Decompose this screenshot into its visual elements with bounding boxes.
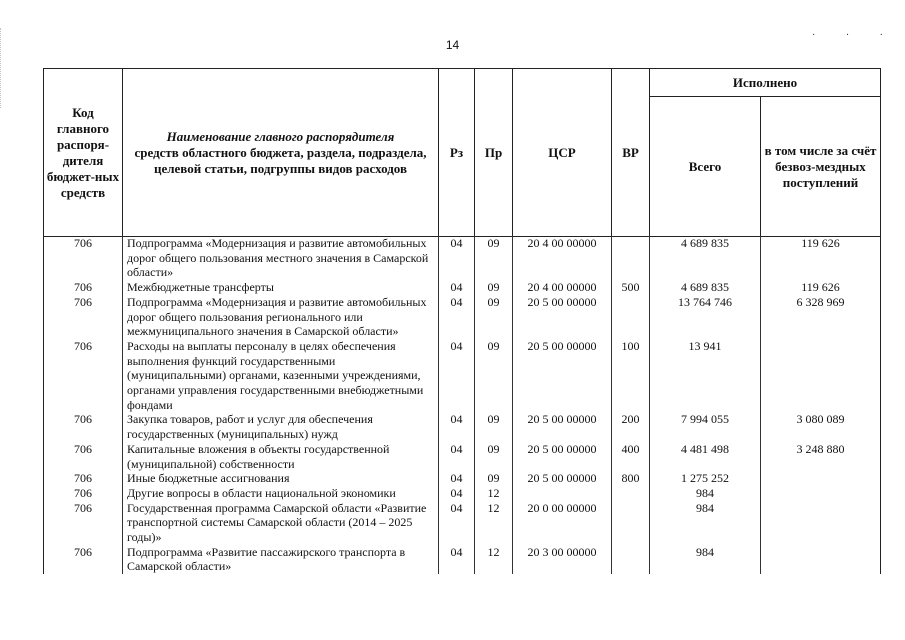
table-row (44, 236, 881, 280)
corner-marks: · · · (812, 30, 897, 41)
cell-vr (612, 236, 650, 280)
cell-name: Подпрограмма «Модернизация и развитие автомобильных дорог общего пользования регионального или межмуниципального значения в Самарской области» (123, 295, 439, 339)
cell-code: 706 (44, 471, 123, 486)
cell-total: 7 994 055 (650, 412, 761, 441)
cell-pr: 12 (475, 545, 513, 574)
cell-csr: 20 4 00 00000 (513, 236, 612, 280)
cell-vr (612, 295, 650, 339)
cell-pr: 09 (475, 339, 513, 413)
cell-pr: 09 (475, 280, 513, 295)
table-row (44, 339, 881, 413)
cell-csr: 20 5 00 00000 (513, 412, 612, 441)
cell-rz: 04 (439, 236, 475, 280)
cell-name: Другие вопросы в области национальной экономики (123, 486, 439, 501)
page-number: 14 (445, 38, 460, 52)
cell-total: 13 941 (650, 339, 761, 413)
header-total: Всего (650, 97, 761, 237)
cell-total: 13 764 746 (650, 295, 761, 339)
cell-vr: 400 (612, 442, 650, 471)
cell-incl: 3 248 880 (761, 442, 881, 471)
cell-total: 984 (650, 545, 761, 574)
table-row (44, 442, 881, 471)
cell-incl (761, 339, 881, 413)
cell-name: Закупка товаров, работ и услуг для обеспечения государственных (муниципальных) нужд (123, 412, 439, 441)
header-csr: ЦСР (513, 69, 612, 237)
cell-pr: 12 (475, 486, 513, 501)
cell-vr: 500 (612, 280, 650, 295)
cell-incl (761, 471, 881, 486)
cell-incl (761, 545, 881, 574)
cell-total: 4 689 835 (650, 236, 761, 280)
cell-pr: 09 (475, 295, 513, 339)
header-incl: в том числе за счёт безвоз-мездных поступлений (761, 97, 881, 237)
table-row (44, 486, 881, 501)
header-executed: Исполнено (650, 69, 881, 97)
cell-name: Капитальные вложения в объекты государственной (муниципальной) собственности (123, 442, 439, 471)
cell-csr: 20 5 00 00000 (513, 339, 612, 413)
cell-pr: 12 (475, 501, 513, 545)
header-name (123, 69, 439, 237)
cell-code: 706 (44, 545, 123, 574)
cell-csr: 20 5 00 00000 (513, 442, 612, 471)
cell-rz: 04 (439, 295, 475, 339)
table-row (44, 295, 881, 339)
cell-csr: 20 4 00 00000 (513, 280, 612, 295)
cell-pr: 09 (475, 471, 513, 486)
cell-csr: 20 5 00 00000 (513, 471, 612, 486)
cell-rz: 04 (439, 486, 475, 501)
header-name-italic: Наименование главного распорядителя (166, 128, 395, 144)
cell-total: 4 481 498 (650, 442, 761, 471)
cell-rz: 04 (439, 280, 475, 295)
cell-incl (761, 501, 881, 545)
cell-code: 706 (44, 412, 123, 441)
header-rz: Рз (439, 69, 475, 237)
cell-rz: 04 (439, 545, 475, 574)
cell-name: Подпрограмма «Развитие пассажирского транспорта в Самарской области» (123, 545, 439, 574)
cell-total: 4 689 835 (650, 280, 761, 295)
cell-vr: 100 (612, 339, 650, 413)
cell-csr (513, 486, 612, 501)
cell-code: 706 (44, 486, 123, 501)
cell-csr: 20 3 00 00000 (513, 545, 612, 574)
table-row (44, 501, 881, 545)
table-row (44, 545, 881, 574)
cell-code: 706 (44, 295, 123, 339)
cell-rz: 04 (439, 339, 475, 413)
cell-pr: 09 (475, 412, 513, 441)
cell-name: Расходы на выплаты персоналу в целях обеспечения выполнения функций государственными (муниципальными) органами, казенными учреждениями, органами управления государственными внебюджетными фондами (123, 339, 439, 413)
cell-incl: 3 080 089 (761, 412, 881, 441)
cell-vr (612, 501, 650, 545)
cell-vr (612, 486, 650, 501)
cell-csr: 20 0 00 00000 (513, 501, 612, 545)
cell-pr: 09 (475, 442, 513, 471)
header-name-rest: средств областного бюджета, раздела, подраздела, целевой статьи, подгруппы видов расходов (134, 144, 427, 176)
cell-code: 706 (44, 280, 123, 295)
cell-incl (761, 486, 881, 501)
cell-total: 984 (650, 501, 761, 545)
cell-rz: 04 (439, 412, 475, 441)
table-header (43, 68, 881, 237)
cell-name: Иные бюджетные ассигнования (123, 471, 439, 486)
cell-code: 706 (44, 442, 123, 471)
cell-name: Государственная программа Самарской области «Развитие транспортной системы Самарской области (2014 – 2025 годы)» (123, 501, 439, 545)
table-row (44, 412, 881, 441)
cell-code: 706 (44, 339, 123, 413)
cell-csr: 20 5 00 00000 (513, 295, 612, 339)
cell-incl: 6 328 969 (761, 295, 881, 339)
cell-incl: 119 626 (761, 280, 881, 295)
cell-code: 706 (44, 501, 123, 545)
cell-vr (612, 545, 650, 574)
header-pr: Пр (475, 69, 513, 237)
cell-incl: 119 626 (761, 236, 881, 280)
cell-rz: 04 (439, 442, 475, 471)
table-row (44, 471, 881, 486)
header-vr: ВР (612, 69, 650, 237)
cell-rz: 04 (439, 471, 475, 486)
cell-name: Подпрограмма «Модернизация и развитие автомобильных дорог общего пользования местного значения в Самарской области» (123, 236, 439, 280)
header-code: Код главного распоря-дителя бюджет-ных средств (44, 69, 123, 237)
cell-pr: 09 (475, 236, 513, 280)
table-row (44, 280, 881, 295)
cell-rz: 04 (439, 501, 475, 545)
cell-vr: 200 (612, 412, 650, 441)
cell-total: 984 (650, 486, 761, 501)
cell-total: 1 275 252 (650, 471, 761, 486)
data-table (43, 236, 881, 574)
cell-vr: 800 (612, 471, 650, 486)
cell-name: Межбюджетные трансферты (123, 280, 439, 295)
cell-code: 706 (44, 236, 123, 280)
